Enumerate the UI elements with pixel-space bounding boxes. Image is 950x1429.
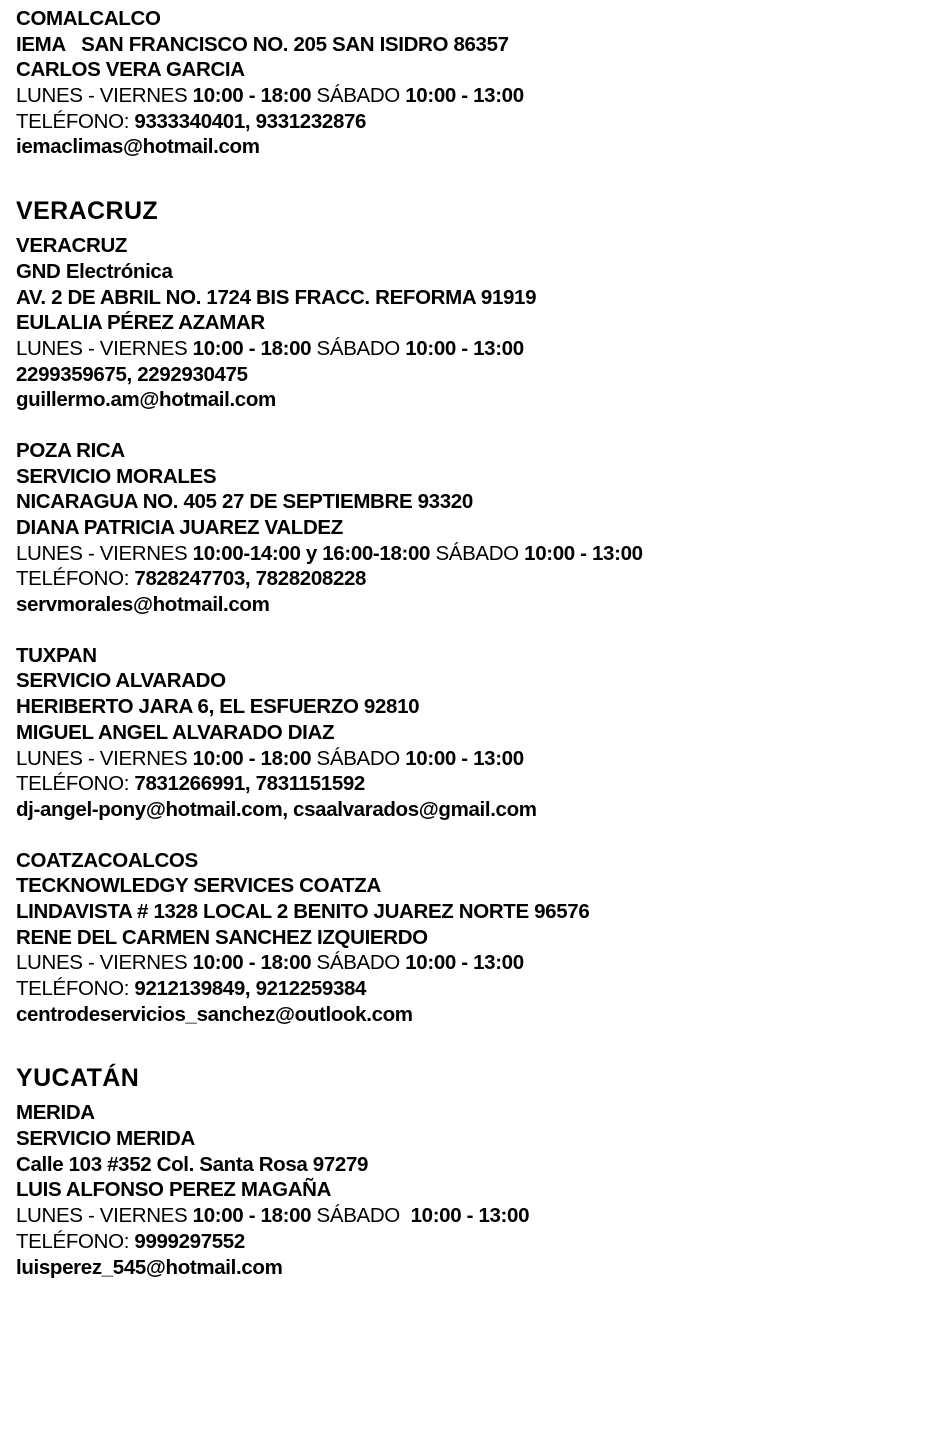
weekday-time: 10:00-14:00 y 16:00-18:00 bbox=[192, 541, 431, 565]
saturday-label: SÁBADO bbox=[311, 746, 406, 770]
phone-numbers: 7831266991, 7831151592 bbox=[134, 772, 365, 796]
phone-line bbox=[16, 976, 936, 1002]
phone-numbers: 7828247703, 7828208228 bbox=[134, 567, 367, 591]
saturday-time: 10:00 - 13:00 bbox=[405, 336, 524, 360]
phone-numbers: 9212139849, 9212259384 bbox=[134, 977, 367, 1000]
business-hours bbox=[16, 541, 936, 567]
saturday-label: SÁBADO bbox=[311, 84, 406, 108]
state-heading-yucatan: YUCATÁN bbox=[16, 1064, 140, 1093]
email-link[interactable]: iemaclimas@hotmail.com bbox=[16, 135, 260, 159]
business-address: LINDAVISTA # 1328 LOCAL 2 BENITO JUAREZ NORTE 96576 bbox=[16, 899, 590, 923]
email-link[interactable]: luisperez_545@hotmail.com bbox=[16, 1255, 283, 1279]
weekday-time: 10:00 - 18:00 bbox=[192, 84, 312, 108]
business-hours bbox=[16, 83, 936, 109]
business-name: SERVICIO MORALES bbox=[16, 464, 217, 488]
phone-label: TELÉFONO: bbox=[16, 977, 135, 1000]
business-name: SERVICIO ALVARADO bbox=[16, 669, 226, 693]
weekday-label: LUNES - VIERNES bbox=[16, 336, 193, 360]
state-heading-veracruz: VERACRUZ bbox=[16, 197, 159, 226]
phone-label: TELÉFONO: bbox=[16, 1229, 135, 1253]
saturday-label: SÁBADO bbox=[311, 336, 406, 360]
city-name: VERACRUZ bbox=[16, 234, 128, 258]
business-address: AV. 2 DE ABRIL NO. 1724 BIS FRACC. REFORMA 91919 bbox=[16, 285, 537, 309]
city-name: COATZACOALCOS bbox=[16, 848, 198, 872]
service-entry-comalcalco bbox=[16, 6, 936, 160]
service-entry-poza-rica bbox=[16, 438, 936, 618]
service-entry-veracruz bbox=[16, 233, 936, 413]
weekday-label: LUNES - VIERNES bbox=[16, 541, 193, 565]
phone-line bbox=[16, 566, 936, 592]
business-name: GND Electrónica bbox=[16, 259, 173, 283]
email-link[interactable]: servmorales@hotmail.com bbox=[16, 593, 270, 617]
phone-numbers: 9999297552 bbox=[134, 1229, 245, 1253]
phone-label: TELÉFONO: bbox=[16, 567, 135, 591]
service-entry-coatzacoalcos bbox=[16, 848, 936, 1028]
email-link[interactable]: centrodeservicios_sanchez@outlook.com bbox=[16, 1002, 413, 1026]
weekday-time: 10:00 - 18:00 bbox=[192, 951, 312, 975]
weekday-label: LUNES - VIERNES bbox=[16, 746, 193, 770]
phone-label: TELÉFONO: bbox=[16, 772, 135, 796]
business-hours bbox=[16, 1203, 936, 1229]
saturday-time: 10:00 - 13:00 bbox=[405, 746, 524, 770]
contact-name: MIGUEL ANGEL ALVARADO DIAZ bbox=[16, 720, 335, 744]
service-entry-merida bbox=[16, 1100, 936, 1280]
weekday-label: LUNES - VIERNES bbox=[16, 1204, 193, 1228]
business-name: TECKNOWLEDGY SERVICES COATZA bbox=[16, 874, 381, 898]
phone-label: TELÉFONO: bbox=[16, 109, 135, 133]
city-name: POZA RICA bbox=[16, 438, 125, 462]
weekday-time: 10:00 - 18:00 bbox=[192, 336, 312, 360]
business-hours bbox=[16, 746, 936, 772]
phone-line bbox=[16, 1229, 936, 1255]
weekday-time: 10:00 - 18:00 bbox=[192, 746, 312, 770]
saturday-label: SÁBADO bbox=[430, 541, 525, 565]
business-hours bbox=[16, 336, 936, 362]
phone-numbers: 2299359675, 2292930475 bbox=[16, 362, 248, 386]
service-directory-page bbox=[16, 6, 936, 1280]
email-link[interactable]: guillermo.am@hotmail.com bbox=[16, 388, 276, 412]
business-address: Calle 103 #352 Col. Santa Rosa 97279 bbox=[16, 1152, 369, 1176]
contact-name: EULALIA PÉREZ AZAMAR bbox=[16, 311, 265, 335]
weekday-label: LUNES - VIERNES bbox=[16, 951, 193, 975]
phone-line bbox=[16, 771, 936, 797]
phone-numbers: 9333340401, 9331232876 bbox=[134, 109, 367, 133]
saturday-time: 10:00 - 13:00 bbox=[410, 1204, 530, 1228]
contact-name: LUIS ALFONSO PEREZ MAGAÑA bbox=[16, 1178, 332, 1202]
contact-name: DIANA PATRICIA JUAREZ VALDEZ bbox=[16, 516, 343, 539]
weekday-time: 10:00 - 18:00 bbox=[192, 1204, 312, 1228]
city-name: MERIDA bbox=[16, 1101, 95, 1125]
contact-name: CARLOS VERA GARCIA bbox=[16, 58, 245, 82]
phone-line bbox=[16, 109, 936, 135]
saturday-time: 10:00 - 13:00 bbox=[405, 951, 524, 975]
saturday-label: SÁBADO bbox=[311, 1204, 411, 1228]
saturday-time: 10:00 - 13:00 bbox=[405, 84, 524, 108]
city-name: COMALCALCO bbox=[16, 7, 161, 30]
saturday-label: SÁBADO bbox=[311, 951, 406, 975]
business-hours bbox=[16, 950, 936, 976]
business-name: SERVICIO MERIDA bbox=[16, 1127, 195, 1151]
contact-name: RENE DEL CARMEN SANCHEZ IZQUIERDO bbox=[16, 925, 428, 949]
business-address: HERIBERTO JARA 6, EL ESFUERZO 92810 bbox=[16, 695, 420, 719]
business-address: NICARAGUA NO. 405 27 DE SEPTIEMBRE 93320 bbox=[16, 490, 473, 514]
service-entry-tuxpan bbox=[16, 643, 936, 823]
weekday-label: LUNES - VIERNES bbox=[16, 84, 193, 108]
email-link[interactable]: dj-angel-pony@hotmail.com, csaalvarados@gmail.com bbox=[16, 797, 537, 821]
business-address: IEMA SAN FRANCISCO NO. 205 SAN ISIDRO 86357 bbox=[16, 32, 509, 56]
city-name: TUXPAN bbox=[16, 643, 97, 667]
saturday-time: 10:00 - 13:00 bbox=[524, 541, 643, 565]
